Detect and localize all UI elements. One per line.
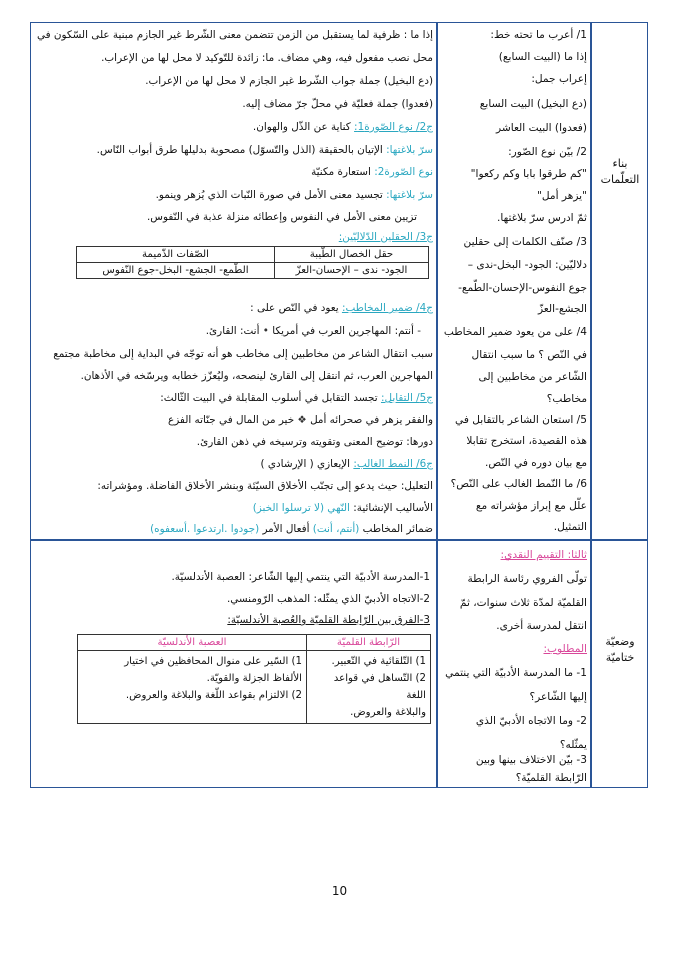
question-line: في النّص ؟ ما سبب انتقال	[471, 349, 587, 361]
question-line: إليها الشّاعر؟	[529, 691, 587, 703]
answer-line: سرّ بلاغتها: تجسيد معنى الأمل في صورة النّبات الذي يُزهر وينمو.	[155, 189, 433, 201]
answer-line: إذا ما : ظرفية لما يستقبل من الزمن تتضمن معنى الشّرط غير الجازم مبنية على السّكون في	[37, 29, 433, 41]
question-line: 2- وما الاتجاه الأدبيّ الذي	[475, 715, 587, 727]
question-line: 3/ صنّف الكلمات إلى حقلين	[463, 236, 587, 248]
answer-line: المهاجرين العرب، ثم انتقل إلى القارئ لينصحه، وليُعزّز خطابه ويرسّخه في الأذهان.	[80, 370, 433, 382]
answer-line: سبب انتقال الشاعر من مخاطبين إلى مخاطب هو أنه توجّه في البداية إلى مخاطبة مجتمع	[53, 348, 433, 360]
section-heading: المطلوب:	[543, 643, 587, 655]
comparison-table	[77, 634, 431, 724]
question-line: ثمّ ادرس سرّ بلاغتها.	[496, 212, 587, 224]
answer-heading: ج2/ نوع الصّورة1:	[354, 121, 433, 133]
prompt-line: تولّى الفروي رئاسة الرابطة	[467, 573, 587, 585]
answer-line: 1-المدرسة الأدبيّة التي ينتمي إليها الشّاعر: العصبة الأندلسيّة.	[171, 571, 430, 583]
table-cell: الجود- ندى – الإحسان-العزّ	[274, 263, 428, 279]
answer-line: تزيين معنى الأمل في النفوس وإعطائه منزلة عذبة في النّفوس.	[146, 211, 417, 223]
question-line: مع بيان دوره في النّص.	[484, 457, 587, 469]
table-header: الصّفات الذّميمة	[77, 247, 275, 263]
table-cell: 1) التّلقائية في التّعبير. 2) التّساهل في قواعد اللغة والبلاغة والعروض.	[307, 651, 431, 724]
answer-line: ضمائر المخاطب (أنتم، أنت) أفعال الأمر (جودوا .ارتدعوا .أسعفوه)	[150, 523, 433, 535]
row-divider	[30, 539, 648, 541]
question-line: علّل مع إبراز مؤشراته مع	[475, 500, 587, 512]
answer-line: ج2/ نوع الصّورة1: كناية عن الذّل والهوان.	[252, 121, 433, 133]
question-line: (فعدوا) البيت العاشر	[496, 122, 587, 134]
answer-line: الأساليب الإنشائية: النّهي (لا ترسلوا الخبز)	[252, 502, 433, 514]
answer-line: (فعدوا) جملة فعليّة في محلّ جرّ مضاف إليه.	[242, 98, 433, 110]
prompt-line: انتقل لمدرسة أخرى.	[496, 620, 587, 632]
question-line: جوع النفوس-الإحسان-الطّمع-	[458, 282, 587, 294]
question-line: يمثّله؟	[559, 739, 587, 751]
answer-line: التعليل: حيث يدعو إلى تجنّب الأخلاق السيّئة وبنشر الأخلاق الفاضلة. ومؤشراته:	[97, 480, 433, 492]
table-header: الرّابطة القلميّة	[307, 635, 431, 651]
section1-label: بناء التعلّمات	[600, 157, 640, 186]
semantic-fields-table	[76, 246, 429, 279]
question-line: 2/ بيّن نوع الصّور:	[508, 146, 587, 158]
answer-line: - أنتم: المهاجرين العرب في أمريكا • أنت: القارئ.	[205, 325, 421, 337]
question-line: دلاليّين: الجود- البخل-ندى –	[467, 259, 587, 271]
answer-line: نوع الصّورة2: استعارة مكنيّة	[311, 166, 433, 178]
question-line: (دع البخيل) البيت السابع	[479, 98, 587, 110]
question-line: 3- بيّن الاختلاف بينها وبين	[475, 754, 587, 766]
answer-line: دورها: توضيح المعنى وتقويته وترسيخه في ذهن القارئ.	[196, 436, 433, 448]
question-line: إذا ما (البيت السابع)	[498, 51, 587, 63]
answer-line: ج4/ ضمير المخاطب: يعود في النّص على :	[250, 302, 433, 314]
page-number: 10	[331, 884, 348, 898]
question-line: الشّاعر من مخاطبين إلى	[478, 371, 587, 383]
answer-line: (دع البخيل) جملة جواب الشّرط غير الجازم لا محل لها من الإعراب.	[145, 75, 433, 87]
table-header: حقل الخصال الطّيبة	[274, 247, 428, 263]
section2-label: وضعيّة ختاميّة	[605, 635, 635, 664]
question-line: "يزهر أمل"	[537, 190, 587, 202]
question-line: 5/ استعان الشاعر بالتقابل في	[455, 414, 587, 426]
answer-line: ج5/ التقابل: تجسد التقابل في أسلوب المقابلة في البيت الثّالث:	[160, 392, 433, 404]
answer-line: ج6/ النمط الغالب: الإيعازي ( الإرشادي )	[260, 458, 433, 470]
question-line: 6/ ما النّمط الغالب على النّص؟	[450, 478, 587, 490]
answer-line: والفقر يزهر في صحرائه أمل ❖ خير من المال في جنّاته الفزع	[168, 414, 433, 426]
answer-heading: ج3/ الحقلين الدّلاليّين:	[338, 231, 433, 243]
question-line: إعراب جمل:	[531, 73, 587, 85]
question-line: الرّابطة القلميّة؟	[515, 772, 587, 784]
prompt-line: القلميّة لمدّة ثلاث سنوات، ثمّ	[459, 597, 587, 609]
question-line: 1- ما المدرسة الأدبيّة التي ينتمي	[445, 667, 587, 679]
answer-line: 2-الاتجاه الأدبيّ الذي يمثّله: المذهب الرّومنسي.	[226, 593, 430, 605]
answer-line: محل نصب مفعول فيه، وهي مضاف. ما: زائدة للتّوكيد لا محل لها من الإعراب.	[101, 52, 433, 64]
table-cell: 1) السّير على منوال المحافظين في اختيار الألفاظ الجزلة والقويّة. 2) الالتزام بقواعد اللّغة والبلاغة والعروض.	[78, 651, 307, 724]
question-line: 1/ أعرب ما تحته خط:	[490, 29, 587, 41]
question-line: "كم طرقوا بابا وكم ركعوا"	[470, 168, 587, 180]
answer-line: 3-الفرق بين الرّابطة القلميّة والعُصبة الأندلسيّة:	[227, 614, 430, 626]
question-line: 4/ على من يعود ضمير المخاطب	[443, 326, 587, 338]
question-line: هذه القصيدة، استخرج تقابلا	[466, 435, 587, 447]
section-heading: ثالثا: التقييم النقدي:	[500, 549, 587, 561]
question-line: التمثيل.	[553, 521, 587, 533]
column-divider-1	[436, 22, 438, 788]
table-header: العصبة الأندلسيّة	[78, 635, 307, 651]
column-divider-2	[590, 22, 592, 788]
answer-line: سرّ بلاغتها: الإتيان بالحقيقة (الذل والتّسوّل) مصحوبة بدليلها طرق أبواب النّاس.	[96, 144, 433, 156]
table-cell: الطّمع- الجشع- البخل-جوع النّفوس	[77, 263, 275, 279]
question-line: الجشع-العزّ	[537, 303, 587, 315]
question-line: مخاطب؟	[546, 393, 587, 405]
